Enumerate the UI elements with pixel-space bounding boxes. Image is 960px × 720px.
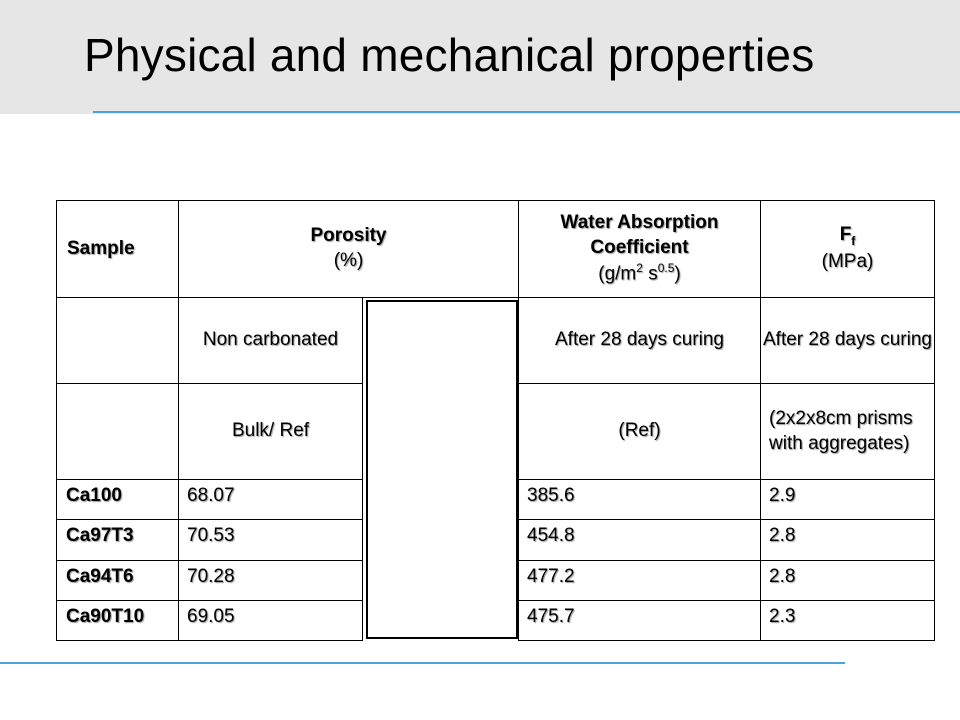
sample-name: Ca90T10 — [57, 601, 179, 641]
water-absorption-value: 475.7 — [519, 601, 761, 641]
header-water-unit: ($g/m^2$ $s^{0.5}$) — [598, 260, 681, 284]
header-porosity-unit: (%) — [333, 250, 364, 271]
flexural-strength-value: 2.9 — [761, 480, 935, 520]
flexural-strength-value: 2.3 — [761, 601, 935, 641]
title-underline — [93, 111, 960, 113]
porosity-value: 70.28 — [179, 561, 363, 601]
header-water-absorption — [519, 201, 761, 298]
flexural-strength-value: 2.8 — [761, 561, 935, 601]
header-row — [57, 201, 935, 298]
reference-ff: (2x2x8cm prisms with aggregates) — [761, 384, 935, 480]
porosity-value: 68.07 — [179, 480, 363, 520]
sample-name: Ca100 — [57, 480, 179, 520]
sample-name: Ca94T6 — [57, 561, 179, 601]
header-porosity-label: Porosity — [310, 225, 387, 247]
reference-sample-cell — [57, 384, 179, 480]
condition-porosity: Non carbonated — [179, 298, 363, 384]
header-porosity — [179, 201, 519, 298]
flexural-strength-value: 2.8 — [761, 520, 935, 561]
condition-water: After 28 days curing — [519, 298, 761, 384]
header-water-line1: Water Absorption — [560, 212, 719, 234]
header-sample: Sample — [57, 201, 179, 298]
header-flexural-strength — [761, 201, 935, 298]
water-absorption-value: 385.6 — [519, 480, 761, 520]
slide-title: Physical and mechanical properties — [84, 29, 815, 81]
reference-porosity: Bulk/ Ref — [179, 384, 363, 480]
water-absorption-value: 477.2 — [519, 561, 761, 601]
footer-rule — [0, 662, 845, 664]
reference-water: (Ref) — [519, 384, 761, 480]
condition-ff: After 28 days curing — [761, 298, 935, 384]
condition-sample-cell — [57, 298, 179, 384]
properties-table-container — [56, 200, 934, 640]
porosity-value: 70.53 — [179, 520, 363, 561]
blank-overlay-box — [366, 300, 518, 639]
water-absorption-value: 454.8 — [519, 520, 761, 561]
header-water-line2: Coefficient — [590, 236, 689, 258]
header-ff-symbol: $F_f$ — [839, 224, 856, 249]
header-ff-unit: (MPa) — [821, 250, 874, 272]
sample-name: Ca97T3 — [57, 520, 179, 561]
porosity-value: 69.05 — [179, 601, 363, 641]
